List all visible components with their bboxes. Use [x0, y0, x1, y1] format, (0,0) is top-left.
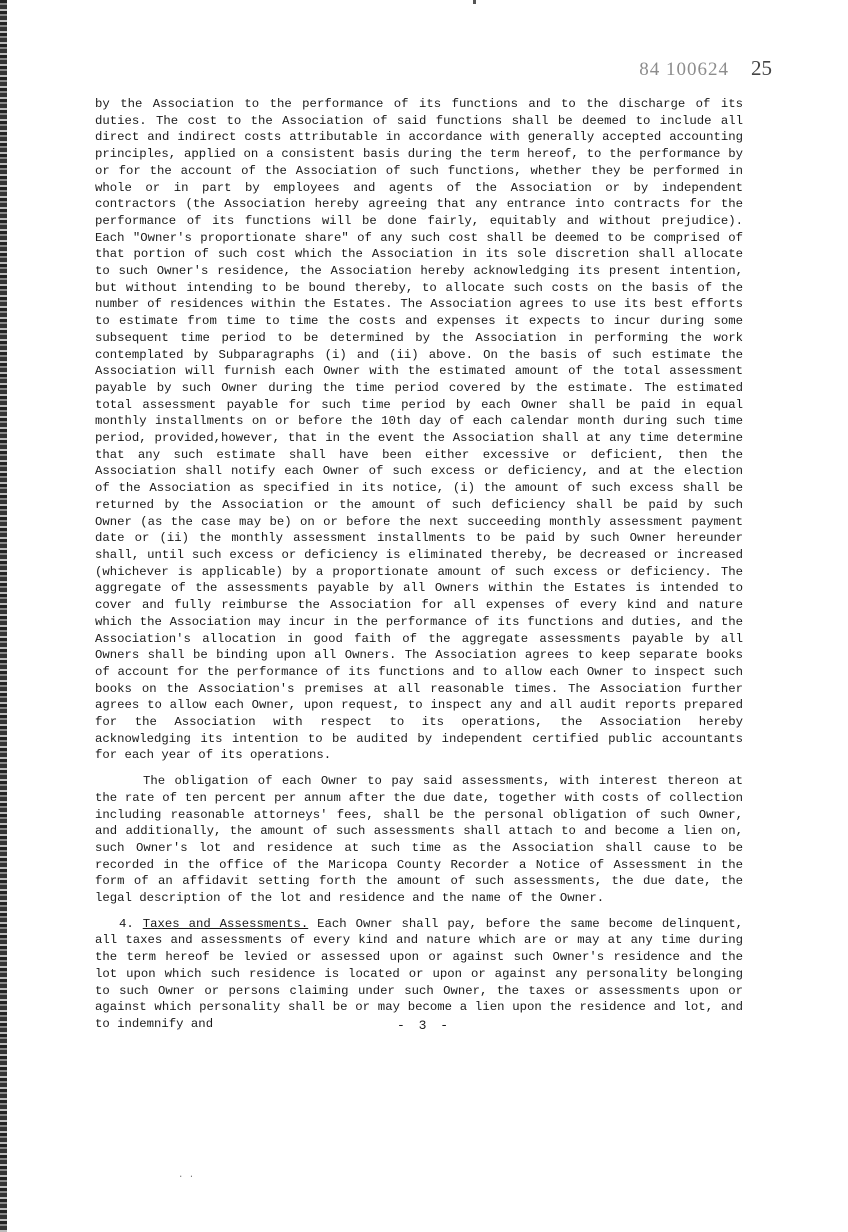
recording-page-number: 25 — [751, 56, 772, 80]
page-header — [612, 56, 772, 80]
document-body — [95, 96, 743, 1033]
paragraph-assessment-costs: by the Association to the performance of its functions and to the discharge of its duties. The cost to the Association of said functions shall be deemed to include all direct and indirect costs attributable in accordance with generally accepted accounting principles, applied on a consistent basis during the term hereof, to the performance by or for the account of the Association of such functions, whether they be performed in whole or in part by employees and agents of the Association or by independent contractors (the Association hereby agreeing that any entrance into contracts for the performance of its functions will be done fairly, equitably and without prejudice). Each "Owner's proportionate share" of any such cost shall be deemed to be comprised of that portion of such cost which the Association in its sole discretion shall allocate to such Owner's residence, the Association hereby acknowledging its present intention, but without intending to be bound thereby, to allocate such costs on the basis of the number of residences within the Estates. The Association agrees to use its best efforts to estimate from time to time the costs and expenses it expects to incur during some subsequent time period to be determined by the Association in performing the work contemplated by Subparagraphs (i) and (ii) above. On the basis of such estimate the Association will furnish each Owner with the estimated amount of the total assessment payable by such Owner during the time period covered by the estimate. The estimated total assessment payable for such time period by each Owner shall be paid in equal monthly installments on or before the 10th day of each calendar month during such time period, provided,however, that in the event the Association shall at any time determine that any such estimate shall have been either excessive or deficient, then the Association shall notify each Owner of such excess or deficiency, and at the election of the Association as specified in its notice, (i) the amount of such excess shall be returned by the Association or the amount of such deficiency shall be paid by such Owner (as the case may be) on or before the next succeeding monthly assessment payment date or (ii) the monthly assessment installments to be paid by such Owner hereunder shall, until such excess or deficiency is eliminated thereby, be decreased or increased (whichever is applicable) by a proportionate amount of such excess or deficiency. The aggregate of the assessments payable by all Owners within the Estates is intended to cover and fully reimburse the Association for all expenses of every kind and nature which the Association may incur in the performance of its functions and duties, and the Association's allocation in good faith of the aggregate assessments payable by all Owners shall be binding upon all Owners. The Association agrees to keep separate books of account for the performance of its functions and to allow each Owner to inspect such books on the Association's premises at all reasonable times. The Association further agrees to allow each Owner, upon request, to inspect any and all audit reports prepared for the Association with respect to its operations, the Association hereby acknowledging its intention to be audited by independent certified public accountants for each year of its operations. — [95, 97, 743, 763]
section-body: Each Owner shall pay, before the same become delinquent, all taxes and assessments of every kind and nature which are or may at any time during the term hereof be levied or assessed upon or against such Owner's residence and the lot upon which such residence is located or upon or against any personality belonging to such Owner or persons claiming under such Owner, the taxes or assessments upon or against which personality shall be or may become a lien upon the residence and lot, and to indemnify and — [95, 916, 743, 1031]
scan-specks: · · — [178, 1172, 195, 1182]
docket-number: 84 100624 — [639, 59, 729, 80]
page-footer: - 3 - — [396, 1018, 451, 1033]
section-taxes-and-assessments — [95, 916, 743, 1033]
section-number: 4. — [119, 916, 134, 931]
scan-mark — [473, 0, 476, 4]
paragraph-owner-obligation: The obligation of each Owner to pay said assessments, with interest thereon at the rate of ten percent per annum after the due date, together with costs of collection including reasonable attorneys' fees, shall be the personal obligation of such Owner, and additionally, the amount of such assessments shall attach to and become a lien on, such Owner's lot and residence at such time as the Association shall cause to be recorded in the office of the Maricopa County Recorder a Notice of Assessment in the form of an affidavit setting forth the amount of such assessments, the due date, the legal description of the lot and residence and the name of the Owner. — [95, 774, 743, 906]
scan-binding-edge — [0, 0, 7, 1232]
section-heading: Taxes and Assessments. — [142, 916, 309, 931]
